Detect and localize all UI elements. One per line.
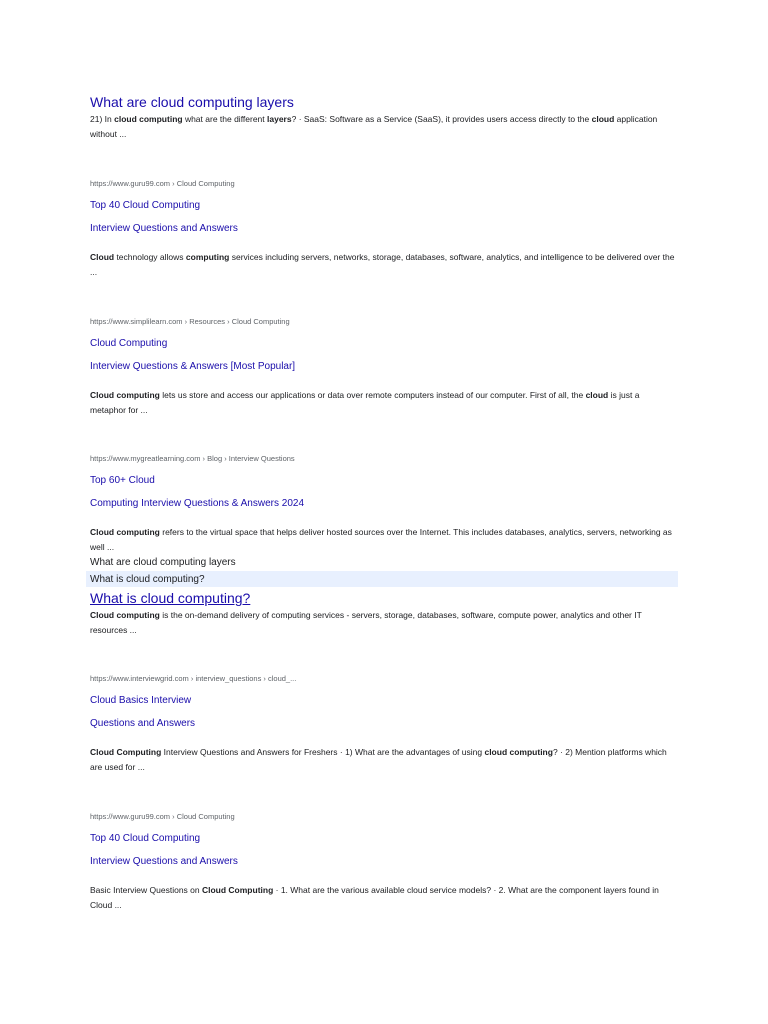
result-title-line2[interactable]: Interview Questions and Answers <box>90 223 238 234</box>
paa-question-what-is[interactable]: What is cloud computing? <box>90 574 205 585</box>
result-cite: https://www.guru99.com › Cloud Computing <box>90 812 235 821</box>
result-cite: https://www.simplilearn.com › Resources › Cloud Computing <box>90 317 290 326</box>
snippet-text: · 1. What are the various available cloud service models? · 2. What are the component layers found in Cloud ... <box>90 885 659 910</box>
result-snippet <box>90 745 675 775</box>
result-title-line2[interactable]: Interview Questions & Answers [Most Popular] <box>90 361 296 372</box>
result-title-line1[interactable]: Top 40 Cloud Computing <box>90 833 201 844</box>
result-title-line2[interactable]: Computing Interview Questions & Answers 2024 <box>90 498 304 509</box>
snippet-bold-term: cloud <box>585 390 609 400</box>
snippet-text: technology allows <box>114 252 186 262</box>
result-title-line1[interactable]: Top 60+ Cloud <box>90 475 155 486</box>
snippet-text: is just a metaphor for ... <box>90 390 640 415</box>
snippet-text: is the on-demand delivery of computing services - servers, storage, databases, software, compute power, analytics and other IT resources ... <box>90 610 642 635</box>
snippet-text: Basic Interview Questions on <box>90 885 202 895</box>
snippet-bold-term: cloud <box>591 114 615 124</box>
result-title-line2[interactable]: Interview Questions and Answers <box>90 856 238 867</box>
snippet-text: ? · SaaS: Software as a Service (SaaS), it provides users access directly to the <box>291 114 592 124</box>
snippet-bold-term: Cloud Computing <box>201 885 274 895</box>
snippet-text: 21) In <box>90 114 115 124</box>
snippet-text: refers to the virtual space that helps deliver hosted sources over the Internet. This includes databases, analytics, servers, networking as well ... <box>90 527 672 552</box>
snippet-text: services including servers, networks, storage, databases, software, analytics, and intelligence to be delivered over the ... <box>90 252 675 277</box>
snippet-bold-term: Cloud computing <box>90 390 160 400</box>
snippet-bold-term: computing <box>185 252 230 262</box>
result-title-line1[interactable]: Cloud Basics Interview <box>90 695 192 706</box>
snippet-bold-term: cloud computing <box>484 747 553 757</box>
result-snippet <box>90 388 675 418</box>
snippet-bold-term: Cloud <box>90 252 115 262</box>
result-cite: https://www.mygreatlearning.com › Blog › Interview Questions <box>90 454 295 463</box>
paa-expanded-snippet <box>90 608 675 638</box>
result-cite: https://www.interviewgrid.com › interview_questions › cloud_... <box>90 674 297 683</box>
paa-expanded-title[interactable]: What is cloud computing? <box>90 590 251 606</box>
snippet-bold-term: layers <box>267 114 292 124</box>
snippet-text: ? · 2) Mention platforms which are used for ... <box>90 747 667 772</box>
result-snippet <box>90 250 675 280</box>
result-title-line1[interactable]: Top 40 Cloud Computing <box>90 200 201 211</box>
snippet-text: lets us store and access our applications or data over remote computers instead of our computer. First of all, the <box>159 390 586 400</box>
snippet-bold-term: Cloud computing <box>90 610 160 620</box>
snippet-bold-term: Cloud Computing <box>90 747 162 757</box>
snippet-text: Interview Questions and Answers for Freshers · 1) What are the advantages of using <box>161 747 485 757</box>
result-snippet <box>90 883 675 913</box>
snippet-bold-term: Cloud computing <box>90 527 160 537</box>
paa-question-layers[interactable]: What are cloud computing layers <box>90 557 236 568</box>
result-title-line1[interactable]: Cloud Computing <box>90 338 168 349</box>
result-title-cloud-layers[interactable]: What are cloud computing layers <box>90 94 294 110</box>
snippet-bold-term: cloud computing <box>114 114 183 124</box>
result-snippet-cloud-layers <box>90 112 675 142</box>
result-snippet <box>90 525 675 555</box>
snippet-text: what are the different <box>182 114 268 124</box>
result-cite: https://www.guru99.com › Cloud Computing <box>90 179 235 188</box>
snippet-text: application without ... <box>90 114 658 139</box>
result-title-line2[interactable]: Questions and Answers <box>90 718 196 729</box>
